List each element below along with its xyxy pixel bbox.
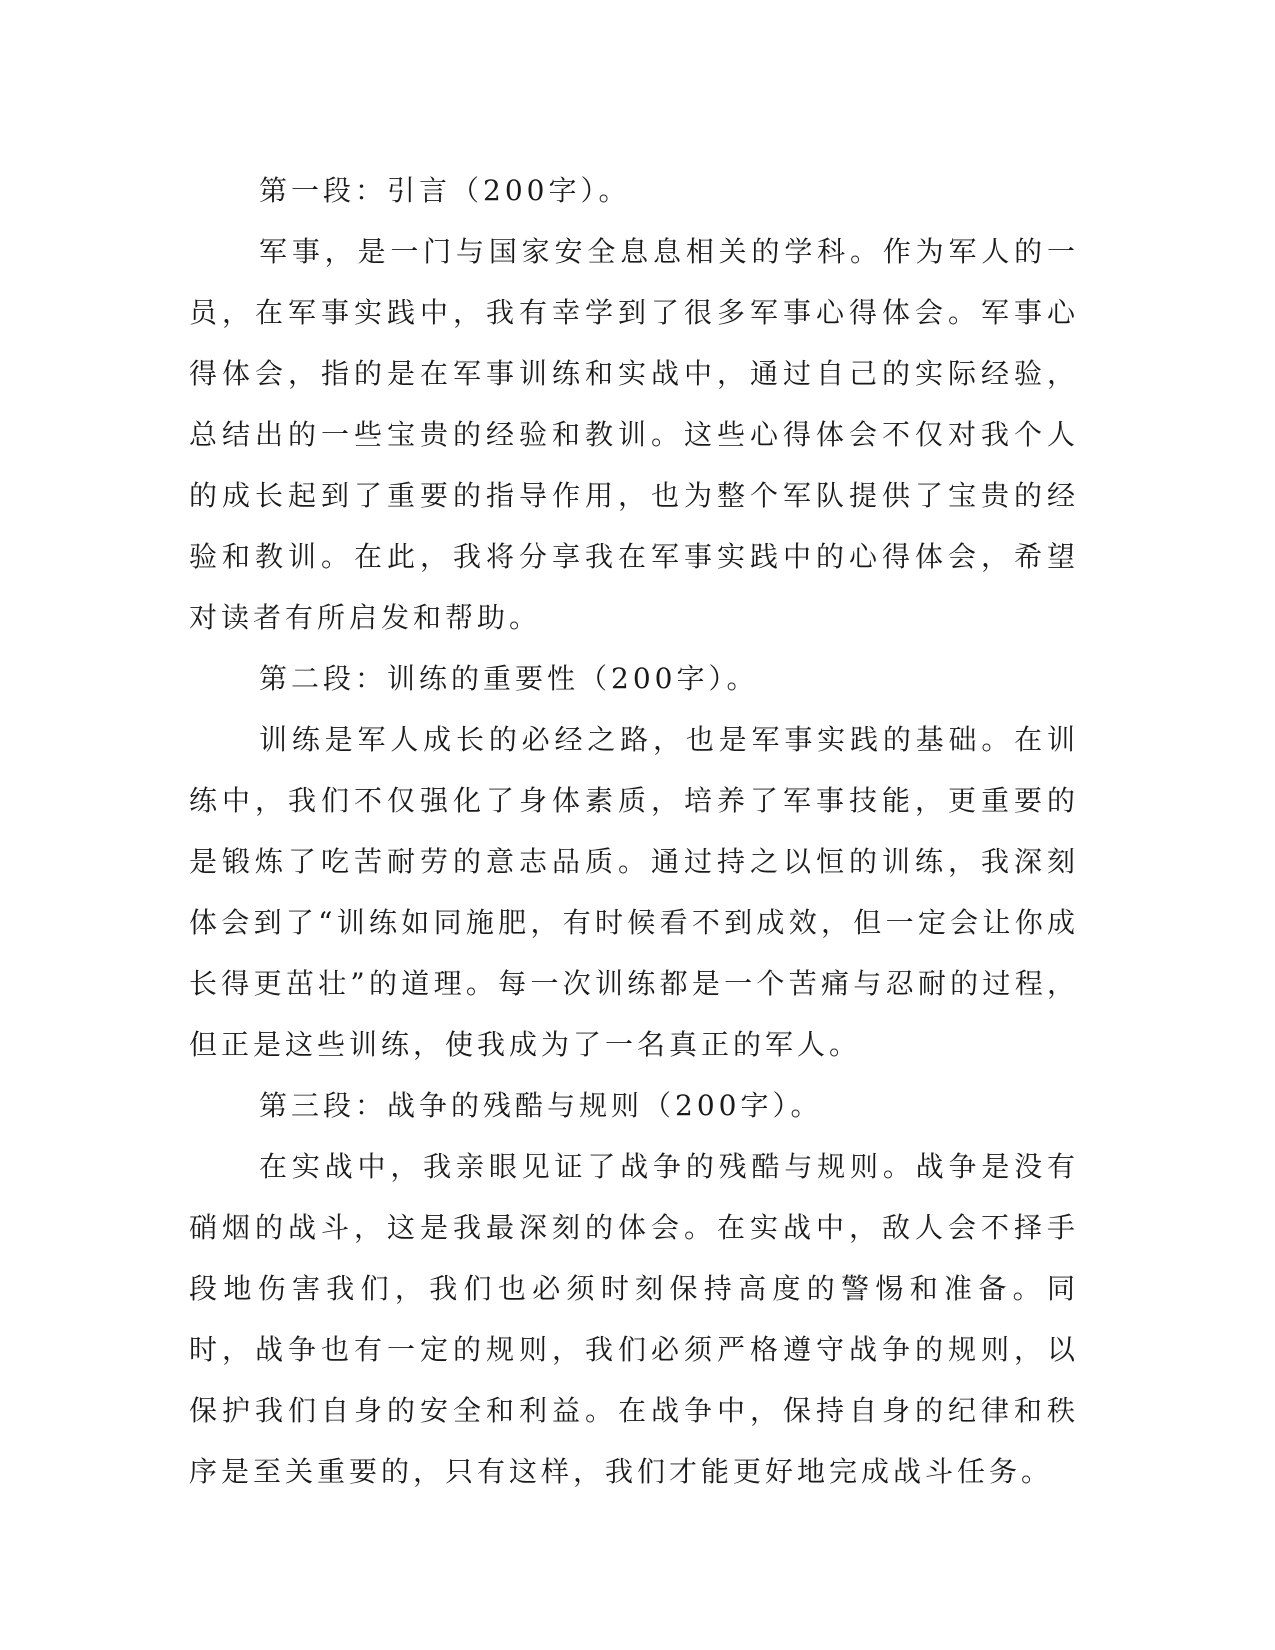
heading-section-3: 第三段：战争的残酷与规则（200字）。 xyxy=(259,1089,823,1122)
paragraph-section-2: 训练是军人成长的必经之路，也是军事实践的基础。在训练中，我们不仅强化了身体素质，培养了军事技能，更重要的是锻炼了吃苦耐劳的意志品质。通过持之以恒的训练，我深刻体会到了“训练如同施肥，有时候看不到成效，但一定会让你成长得更茁壮”的道理。每一次训练都是一个苦痛与忍耐的过程，但正是这些训练，使我成为了一名真正的军人。 xyxy=(189,723,1079,1061)
heading-section-1: 第一段：引言（200字）。 xyxy=(259,174,631,207)
paragraph-section-3: 在实战中，我亲眼见证了战争的残酷与规则。战争是没有硝烟的战斗，这是我最深刻的体会。在实战中，敌人会不择手段地伤害我们，我们也必须时刻保持高度的警惕和准备。同时，战争也有一定的规则，我们必须严格遵守战争的规则，以保护我们自身的安全和利益。在战争中，保持自身的纪律和秩序是至关重要的，只有这样，我们才能更好地完成战斗任务。 xyxy=(189,1150,1079,1488)
paragraph-section-1: 军事，是一门与国家安全息息相关的学科。作为军人的一员，在军事实践中，我有幸学到了很多军事心得体会。军事心得体会，指的是在军事训练和实战中，通过自己的实际经验，总结出的一些宝贵的经验和教训。这些心得体会不仅对我个人的成长起到了重要的指导作用，也为整个军队提供了宝贵的经验和教训。在此，我将分享我在军事实践中的心得体会，希望对读者有所启发和帮助。 xyxy=(189,235,1079,634)
heading-section-2: 第二段：训练的重要性（200字）。 xyxy=(259,662,759,695)
document-body xyxy=(189,160,1079,1502)
